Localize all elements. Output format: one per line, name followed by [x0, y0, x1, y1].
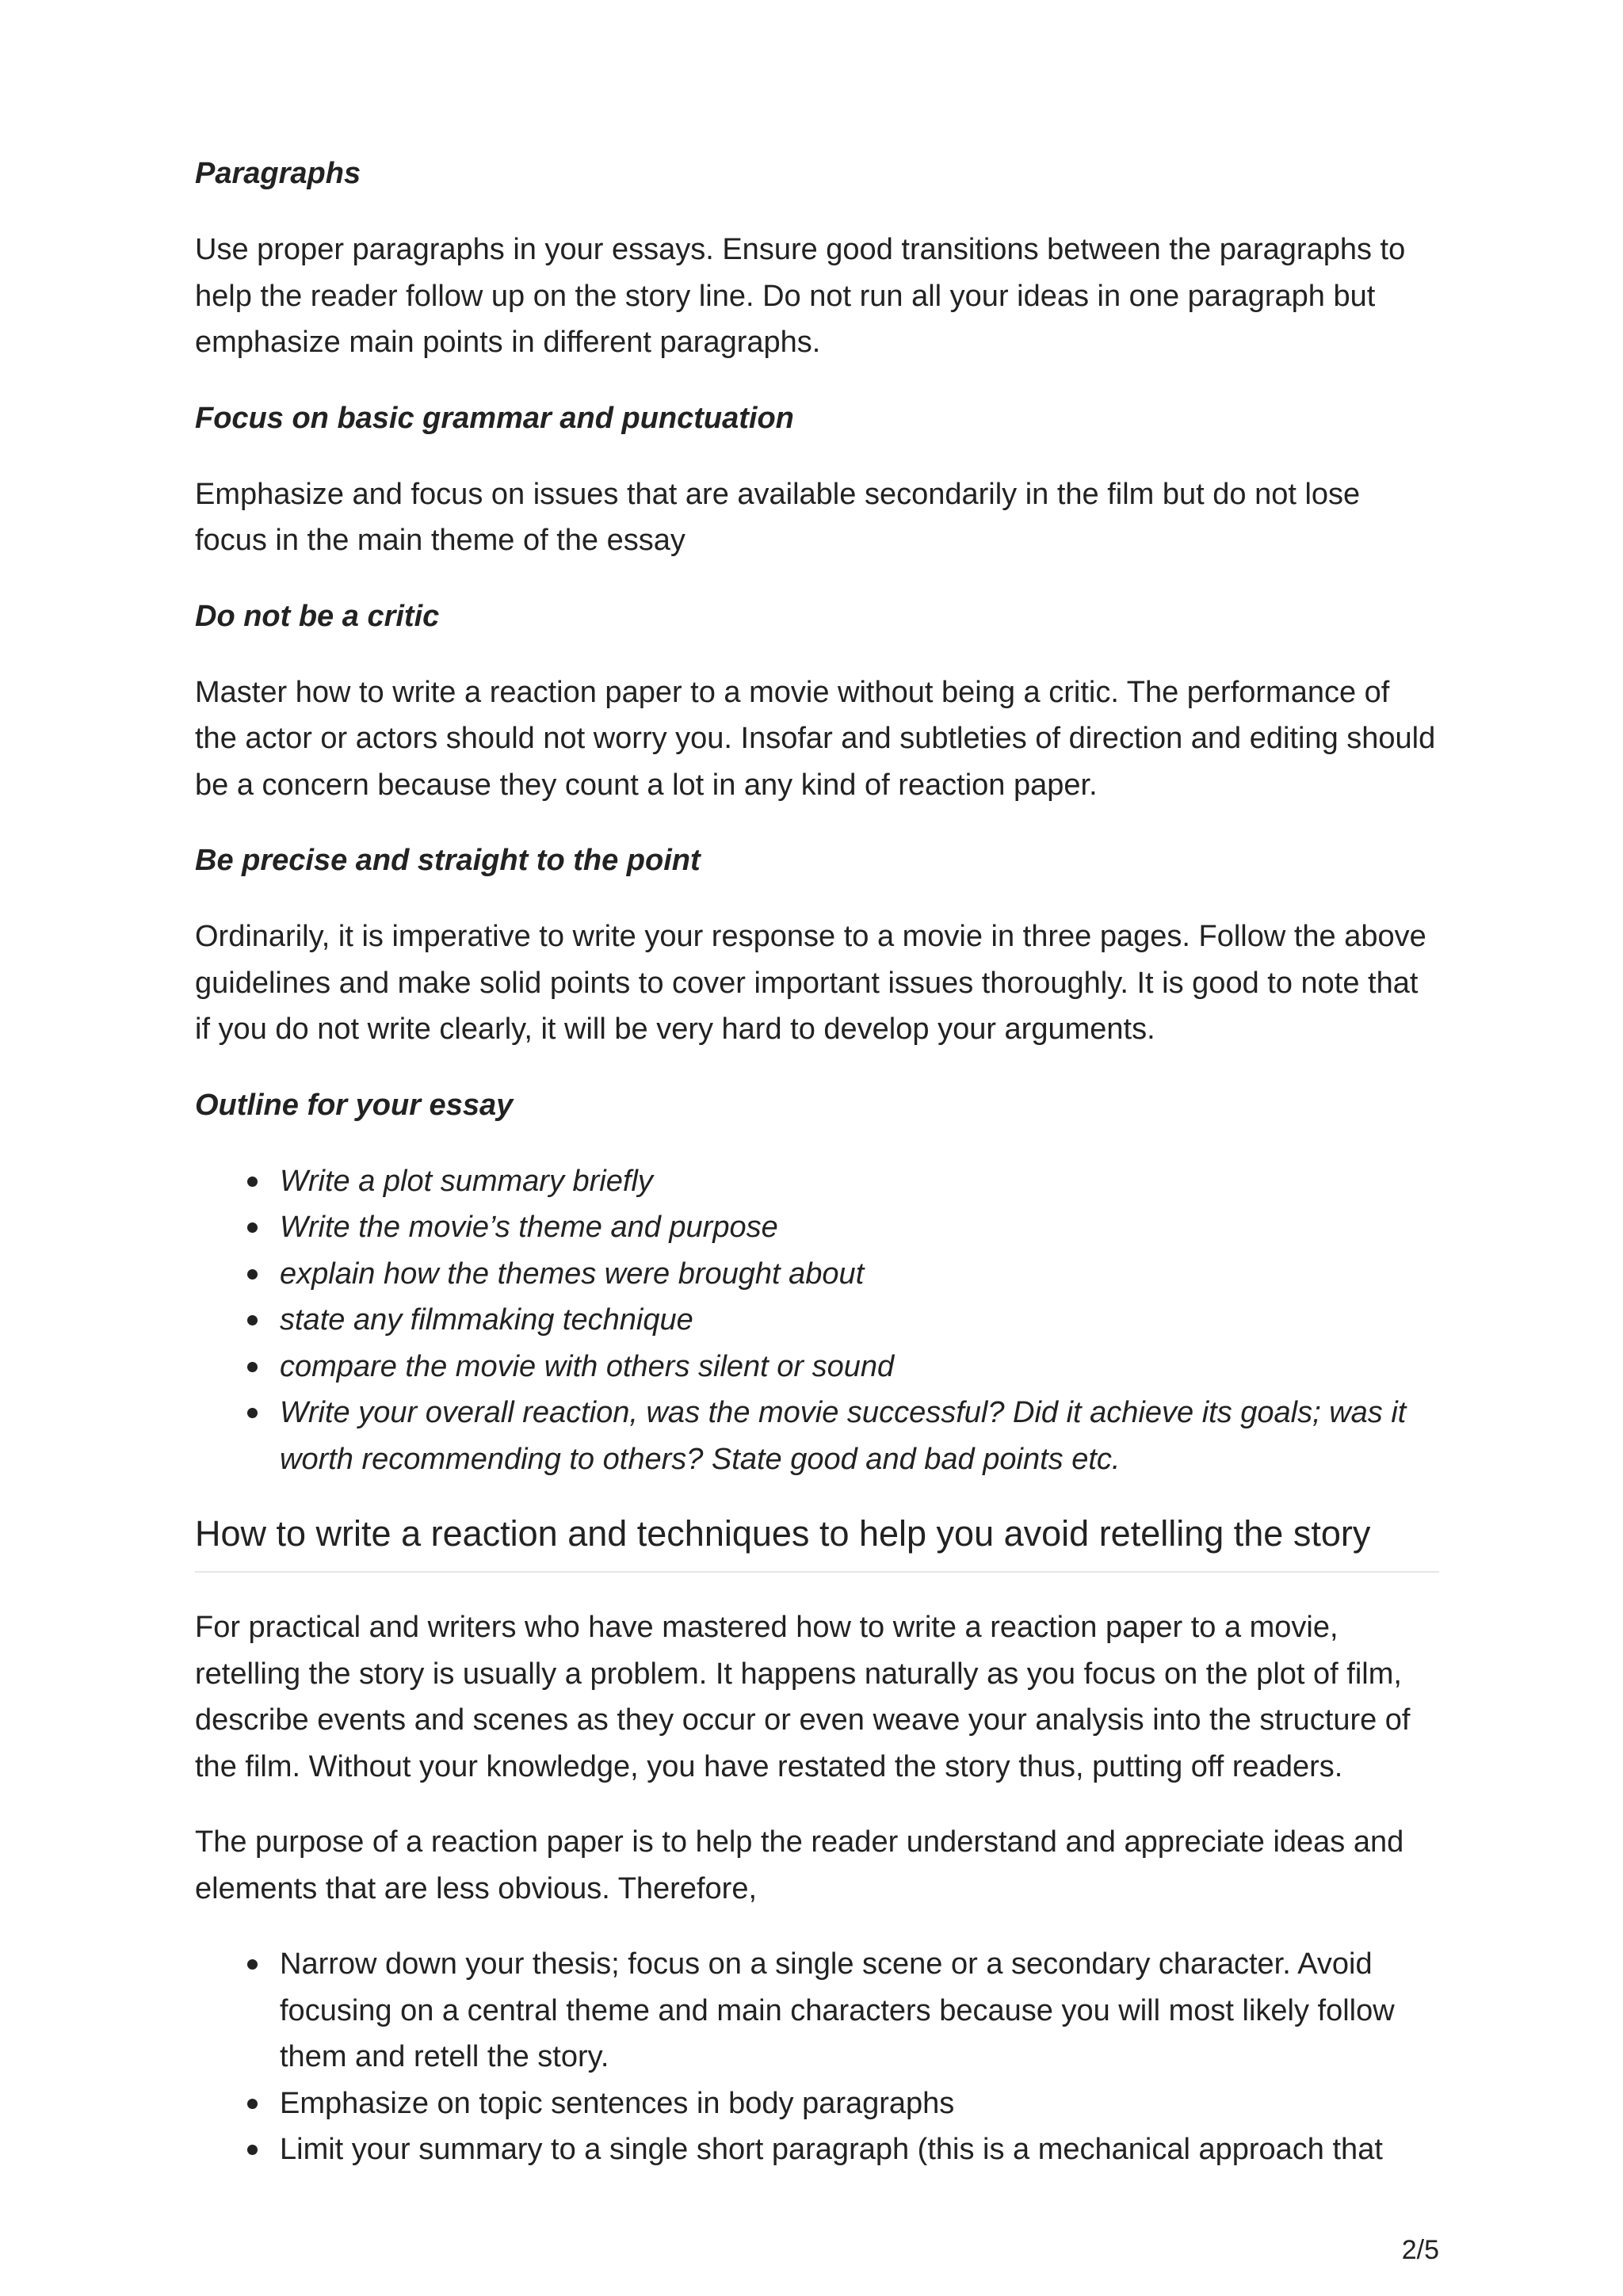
tips-list [195, 1941, 1439, 2173]
bullet-icon [247, 1959, 258, 1970]
outline-list [195, 1158, 1439, 1483]
paragraph-reaction-purpose: The purpose of a reaction paper is to help the reader understand and appreciate ideas and elements that are less obvious. Therefore, [195, 1825, 1404, 1905]
list-item [195, 1344, 1439, 1390]
list-item-text: Write the movie’s theme and purpose [280, 1211, 778, 1244]
list-item [195, 1204, 1439, 1251]
bullet-icon [247, 1177, 258, 1187]
page-number: 2/5 [1401, 2235, 1439, 2265]
heading-outline: Outline for your essay [195, 1088, 514, 1122]
paragraph-grammar: Emphasize and focus on issues that are available secondarily in the film but do not lose focus in the main theme of the essay [195, 477, 1361, 557]
list-item-text: explain how the themes were brought about [280, 1257, 865, 1291]
list-item [195, 2126, 1439, 2173]
paragraph-reaction-intro: For practical and writers who have mastered how to write a reaction paper to a movie, retelling the story is usually a problem. It happens naturally as you focus on the plot of film, describe events and scenes as they occur or even weave your analysis into the structure of the film. Without your knowledge, you have restated the story thus, putting off readers. [195, 1611, 1411, 1783]
bullet-icon [247, 1362, 258, 1372]
list-item [195, 1941, 1439, 2081]
list-item-text: Limit your summary to a single short paragraph (this is a mechanical approach that [280, 2133, 1383, 2166]
heading-paragraphs: Paragraphs [195, 157, 361, 190]
list-item-text: Emphasize on topic sentences in body paragraphs [280, 2086, 955, 2120]
list-item-text: state any filmmaking technique [280, 1303, 693, 1337]
list-item-text: Write your overall reaction, was the movie successful? Did it achieve its goals; was it worth recommending to others? State good and bad points etc. [280, 1396, 1407, 1476]
bullet-icon [247, 1315, 258, 1325]
list-item-text: Narrow down your thesis; focus on a single scene or a secondary character. Avoid focusing on a central theme and main characters because you will most likely follow them and retell the story. [280, 1947, 1395, 2073]
list-item [195, 1158, 1439, 1205]
bullet-icon [247, 2145, 258, 2155]
list-item [195, 1251, 1439, 1298]
bullet-icon [247, 1222, 258, 1233]
list-item [195, 2081, 1439, 2127]
bullet-icon [247, 1408, 258, 1418]
heading-precise: Be precise and straight to the point [195, 844, 701, 877]
paragraph-precise: Ordinarily, it is imperative to write your response to a movie in three pages. Follow the above guidelines and make solid points to cover important issues thoroughly. It is good to note that if you do not write clearly, it will be very hard to develop your arguments. [195, 920, 1426, 1046]
list-item-text: compare the movie with others silent or sound [280, 1349, 895, 1383]
heading-critic: Do not be a critic [195, 599, 440, 633]
list-item [195, 1297, 1439, 1344]
list-item-text: Write a plot summary briefly [280, 1164, 653, 1198]
bullet-icon [247, 2099, 258, 2109]
paragraph-paragraphs: Use proper paragraphs in your essays. Ensure good transitions between the paragraphs to help the reader follow up on the story line. Do not run all your ideas in one paragraph but emphasize main points in different paragraphs. [195, 233, 1406, 359]
bullet-icon [247, 1269, 258, 1280]
reaction-section-body [195, 1604, 1439, 2173]
paragraph-critic: Master how to write a reaction paper to a movie without being a critic. The performance of the actor or actors should not worry you. Insofar and subtleties of direction and editing should be a concern because they count a lot in any kind of reaction paper. [195, 675, 1436, 802]
heading-grammar: Focus on basic grammar and punctuation [195, 401, 794, 435]
section-title-reaction: How to write a reaction and techniques to help you avoid retelling the story [195, 1511, 1439, 1573]
list-item [195, 1390, 1439, 1482]
document-page [195, 151, 1439, 2189]
